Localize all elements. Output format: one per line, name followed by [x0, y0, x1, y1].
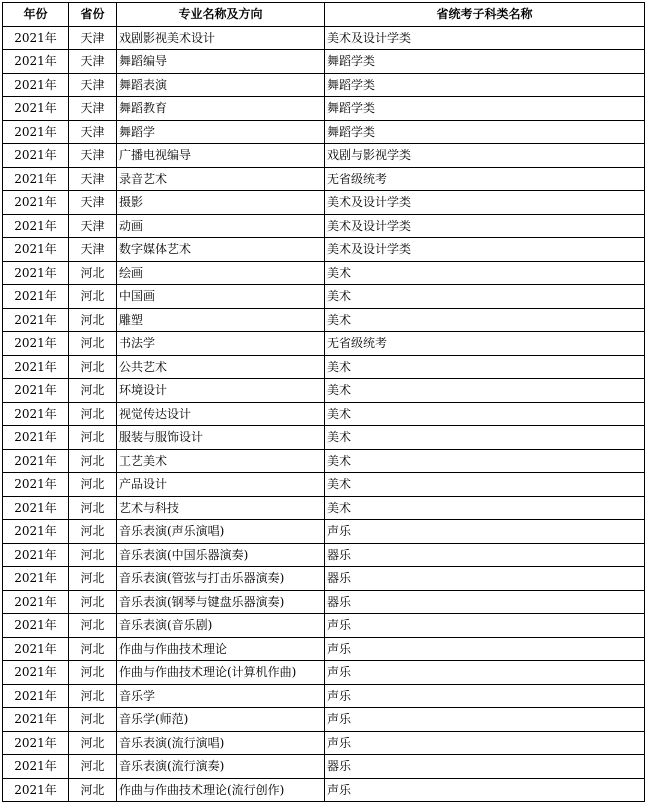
year-cell: 2021年 [3, 379, 69, 403]
table-row [3, 214, 645, 238]
category-cell: 美术 [325, 261, 645, 285]
category-cell: 声乐 [325, 708, 645, 732]
year-cell: 2021年 [3, 614, 69, 638]
header-major: 专业名称及方向 [117, 3, 325, 27]
province-cell: 河北 [69, 332, 117, 356]
category-cell: 美术 [325, 402, 645, 426]
major-cell: 雕塑 [117, 308, 325, 332]
category-cell: 声乐 [325, 614, 645, 638]
year-cell: 2021年 [3, 708, 69, 732]
major-cell: 音乐表演(流行演奏) [117, 755, 325, 779]
province-cell: 河北 [69, 496, 117, 520]
major-cell: 动画 [117, 214, 325, 238]
category-cell: 美术 [325, 355, 645, 379]
major-cell: 录音艺术 [117, 167, 325, 191]
table-row [3, 614, 645, 638]
year-cell: 2021年 [3, 332, 69, 356]
table-row [3, 426, 645, 450]
major-cell: 服装与服饰设计 [117, 426, 325, 450]
category-cell: 器乐 [325, 590, 645, 614]
major-cell: 音乐学(师范) [117, 708, 325, 732]
year-cell: 2021年 [3, 308, 69, 332]
province-cell: 天津 [69, 191, 117, 215]
province-cell: 河北 [69, 379, 117, 403]
major-cell: 音乐表演(中国乐器演奏) [117, 543, 325, 567]
major-cell: 书法学 [117, 332, 325, 356]
year-cell: 2021年 [3, 238, 69, 262]
table-row [3, 379, 645, 403]
table-row [3, 731, 645, 755]
major-cell: 工艺美术 [117, 449, 325, 473]
category-cell: 器乐 [325, 543, 645, 567]
major-cell: 舞蹈表演 [117, 73, 325, 97]
table-row [3, 308, 645, 332]
year-cell: 2021年 [3, 285, 69, 309]
table-row [3, 567, 645, 591]
province-cell: 河北 [69, 261, 117, 285]
major-cell: 音乐表演(声乐演唱) [117, 520, 325, 544]
year-cell: 2021年 [3, 214, 69, 238]
year-cell: 2021年 [3, 120, 69, 144]
category-cell: 器乐 [325, 755, 645, 779]
major-cell: 音乐表演(钢琴与键盘乐器演奏) [117, 590, 325, 614]
province-cell: 河北 [69, 285, 117, 309]
category-cell: 舞蹈学类 [325, 73, 645, 97]
table-row [3, 473, 645, 497]
table-row [3, 755, 645, 779]
category-cell: 声乐 [325, 661, 645, 685]
province-cell: 河北 [69, 614, 117, 638]
category-cell: 声乐 [325, 731, 645, 755]
header-subject-category: 省统考子科类名称 [325, 3, 645, 27]
province-cell: 河北 [69, 402, 117, 426]
major-cell: 舞蹈学 [117, 120, 325, 144]
year-cell: 2021年 [3, 26, 69, 50]
year-cell: 2021年 [3, 520, 69, 544]
year-cell: 2021年 [3, 144, 69, 168]
table-row [3, 778, 645, 802]
table-row [3, 590, 645, 614]
year-cell: 2021年 [3, 355, 69, 379]
year-cell: 2021年 [3, 567, 69, 591]
category-cell: 美术 [325, 379, 645, 403]
category-cell: 戏剧与影视学类 [325, 144, 645, 168]
year-cell: 2021年 [3, 684, 69, 708]
category-cell: 美术 [325, 285, 645, 309]
year-cell: 2021年 [3, 637, 69, 661]
major-cell: 作曲与作曲技术理论(流行创作) [117, 778, 325, 802]
category-cell: 美术 [325, 473, 645, 497]
table-row [3, 144, 645, 168]
category-cell: 舞蹈学类 [325, 50, 645, 74]
major-cell: 戏剧影视美术设计 [117, 26, 325, 50]
table-row [3, 449, 645, 473]
table-row [3, 191, 645, 215]
table-row [3, 238, 645, 262]
year-cell: 2021年 [3, 661, 69, 685]
major-cell: 音乐学 [117, 684, 325, 708]
year-cell: 2021年 [3, 261, 69, 285]
table-row [3, 496, 645, 520]
year-cell: 2021年 [3, 402, 69, 426]
province-cell: 河北 [69, 755, 117, 779]
province-cell: 河北 [69, 449, 117, 473]
category-cell: 器乐 [325, 567, 645, 591]
table-row [3, 97, 645, 121]
category-cell: 声乐 [325, 520, 645, 544]
major-cell: 音乐表演(流行演唱) [117, 731, 325, 755]
table-row [3, 332, 645, 356]
table-row [3, 261, 645, 285]
category-cell: 声乐 [325, 684, 645, 708]
province-cell: 天津 [69, 214, 117, 238]
header-year: 年份 [3, 3, 69, 27]
table-row [3, 637, 645, 661]
province-cell: 河北 [69, 661, 117, 685]
major-cell: 中国画 [117, 285, 325, 309]
province-cell: 河北 [69, 684, 117, 708]
year-cell: 2021年 [3, 778, 69, 802]
province-cell: 河北 [69, 543, 117, 567]
major-cell: 摄影 [117, 191, 325, 215]
table-row [3, 26, 645, 50]
year-cell: 2021年 [3, 73, 69, 97]
year-cell: 2021年 [3, 496, 69, 520]
table-body [3, 26, 645, 802]
major-cell: 数字媒体艺术 [117, 238, 325, 262]
major-cell: 艺术与科技 [117, 496, 325, 520]
major-cell: 音乐表演(音乐剧) [117, 614, 325, 638]
category-cell: 舞蹈学类 [325, 120, 645, 144]
major-cell: 音乐表演(管弦与打击乐器演奏) [117, 567, 325, 591]
table-row [3, 543, 645, 567]
province-cell: 河北 [69, 426, 117, 450]
year-cell: 2021年 [3, 473, 69, 497]
document-page [2, 2, 645, 802]
major-cell: 舞蹈教育 [117, 97, 325, 121]
province-cell: 河北 [69, 731, 117, 755]
major-cell: 绘画 [117, 261, 325, 285]
major-cell: 作曲与作曲技术理论 [117, 637, 325, 661]
year-cell: 2021年 [3, 543, 69, 567]
category-cell: 美术及设计学类 [325, 238, 645, 262]
category-cell: 无省级统考 [325, 332, 645, 356]
table-row [3, 708, 645, 732]
category-cell: 美术及设计学类 [325, 26, 645, 50]
year-cell: 2021年 [3, 590, 69, 614]
major-category-table [2, 2, 645, 802]
table-row [3, 50, 645, 74]
category-cell: 美术 [325, 449, 645, 473]
province-cell: 河北 [69, 590, 117, 614]
province-cell: 天津 [69, 120, 117, 144]
province-cell: 河北 [69, 473, 117, 497]
category-cell: 声乐 [325, 637, 645, 661]
table-row [3, 402, 645, 426]
major-cell: 环境设计 [117, 379, 325, 403]
province-cell: 河北 [69, 308, 117, 332]
province-cell: 天津 [69, 73, 117, 97]
province-cell: 天津 [69, 97, 117, 121]
table-row [3, 684, 645, 708]
category-cell: 美术 [325, 308, 645, 332]
year-cell: 2021年 [3, 50, 69, 74]
province-cell: 河北 [69, 637, 117, 661]
table-row [3, 661, 645, 685]
province-cell: 河北 [69, 520, 117, 544]
year-cell: 2021年 [3, 731, 69, 755]
province-cell: 河北 [69, 355, 117, 379]
major-cell: 产品设计 [117, 473, 325, 497]
table-row [3, 520, 645, 544]
year-cell: 2021年 [3, 167, 69, 191]
year-cell: 2021年 [3, 191, 69, 215]
table-row [3, 120, 645, 144]
table-row [3, 355, 645, 379]
year-cell: 2021年 [3, 449, 69, 473]
province-cell: 天津 [69, 26, 117, 50]
province-cell: 河北 [69, 778, 117, 802]
province-cell: 河北 [69, 708, 117, 732]
category-cell: 美术及设计学类 [325, 191, 645, 215]
major-cell: 作曲与作曲技术理论(计算机作曲) [117, 661, 325, 685]
table-row [3, 73, 645, 97]
major-cell: 广播电视编导 [117, 144, 325, 168]
province-cell: 河北 [69, 567, 117, 591]
major-cell: 公共艺术 [117, 355, 325, 379]
header-row [3, 3, 645, 27]
category-cell: 美术及设计学类 [325, 214, 645, 238]
table-row [3, 285, 645, 309]
province-cell: 天津 [69, 50, 117, 74]
category-cell: 无省级统考 [325, 167, 645, 191]
category-cell: 舞蹈学类 [325, 97, 645, 121]
year-cell: 2021年 [3, 426, 69, 450]
category-cell: 美术 [325, 426, 645, 450]
header-province: 省份 [69, 3, 117, 27]
category-cell: 美术 [325, 496, 645, 520]
province-cell: 天津 [69, 167, 117, 191]
major-cell: 舞蹈编导 [117, 50, 325, 74]
year-cell: 2021年 [3, 755, 69, 779]
year-cell: 2021年 [3, 97, 69, 121]
province-cell: 天津 [69, 144, 117, 168]
major-cell: 视觉传达设计 [117, 402, 325, 426]
province-cell: 天津 [69, 238, 117, 262]
table-row [3, 167, 645, 191]
category-cell: 声乐 [325, 778, 645, 802]
